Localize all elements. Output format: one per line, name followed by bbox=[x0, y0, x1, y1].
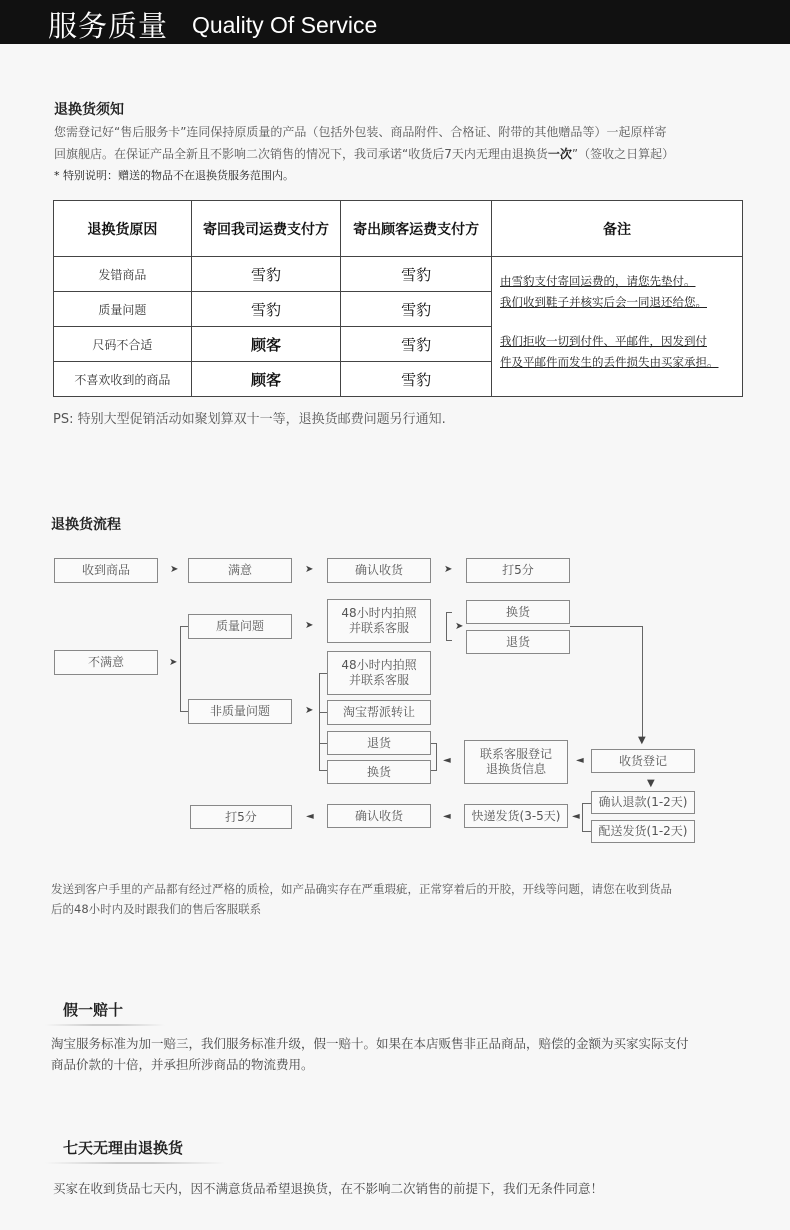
branch-line bbox=[180, 626, 188, 627]
returns-paragraph bbox=[54, 121, 744, 165]
flow-rate-2: 打5分 bbox=[190, 805, 292, 829]
row-send-payer: 雪豹 bbox=[341, 257, 492, 292]
row-return-payer: 顾客 bbox=[191, 327, 341, 362]
shipping-cost-table bbox=[53, 200, 743, 397]
arrow-left-icon: ◄ bbox=[576, 755, 584, 766]
flow-note-line2: 后的48小时内及时跟我们的售后客服联系 bbox=[51, 902, 262, 916]
branch-line bbox=[319, 770, 327, 771]
flow-confirm-refund: 确认退款(1-2天) bbox=[591, 791, 695, 814]
row-reason: 质量问题 bbox=[54, 292, 192, 327]
flow-exchange-2: 换货 bbox=[327, 760, 431, 784]
flow-received: 收到商品 bbox=[54, 558, 158, 583]
fake-title: 假一赔十 bbox=[63, 1001, 124, 1019]
row-return-payer: 雪豹 bbox=[191, 292, 341, 327]
flow-unsatisfied: 不满意 bbox=[54, 650, 158, 675]
arrow-right-icon: ➤ bbox=[305, 564, 314, 575]
remark-line: 我们收到鞋子并核实后会一同退还给您。 bbox=[500, 295, 707, 309]
flow-photo-2: 48小时内拍照 并联系客服 bbox=[327, 651, 431, 695]
header-remark: 备注 bbox=[492, 201, 743, 257]
row-return-payer: 顾客 bbox=[191, 362, 341, 397]
flow-contact-service: 联系客服登记 退换货信息 bbox=[464, 740, 568, 784]
branch-line bbox=[446, 640, 452, 641]
flow-refund-2: 退货 bbox=[327, 731, 431, 755]
flow-refund-1: 退货 bbox=[466, 630, 570, 654]
branch-line bbox=[319, 673, 327, 674]
remark-line: 我们拒收一切到付件、平邮件，因发到付 bbox=[500, 334, 707, 348]
flow-receive-register: 收货登记 bbox=[591, 749, 695, 773]
arrow-right-icon: ➤ bbox=[169, 657, 178, 668]
remark-line: 件及平邮件而发生的丢件损失由买家承担。 bbox=[500, 355, 719, 369]
title-underline bbox=[45, 1024, 165, 1026]
connector-line bbox=[570, 626, 642, 627]
arrow-right-icon: ➤ bbox=[305, 620, 314, 631]
seven-day-title: 七天无理由退换货 bbox=[63, 1139, 184, 1157]
flow-satisfied: 满意 bbox=[188, 558, 292, 583]
flow-photo-1: 48小时内拍照 并联系客服 bbox=[327, 599, 431, 643]
branch-line bbox=[446, 612, 447, 641]
branch-line bbox=[319, 712, 327, 713]
branch-line bbox=[582, 831, 591, 832]
seven-day-paragraph: 买家在收到货品七天内，因不满意货品希望退换货，在不影响二次销售的前提下，我们无条件同意！ bbox=[53, 1181, 604, 1196]
branch-line bbox=[431, 743, 437, 744]
flow-confirm-2: 确认收货 bbox=[327, 804, 431, 828]
table-row bbox=[54, 257, 743, 292]
header-title-en: Quality Of Service bbox=[192, 12, 378, 38]
flow-rate: 打5分 bbox=[466, 558, 570, 583]
flow-non-quality: 非质量问题 bbox=[188, 699, 292, 724]
branch-line bbox=[180, 626, 181, 712]
arrow-down-icon: ▼ bbox=[647, 778, 655, 789]
table-header-row bbox=[54, 201, 743, 257]
branch-line bbox=[582, 803, 591, 804]
arrow-right-icon: ➤ bbox=[305, 705, 314, 716]
flow-exchange-1: 换货 bbox=[466, 600, 570, 624]
remark-line: 由雪豹支付寄回运费的，请您先垫付。 bbox=[500, 274, 696, 288]
row-reason: 不喜欢收到的商品 bbox=[54, 362, 192, 397]
fake-line1: 淘宝服务标准为加一赔三，我们服务标准升级，假一赔十。如果在本店贩售非正品商品，赔偿的金额为买家实际支付 bbox=[51, 1036, 689, 1051]
header-send-payer: 寄出顾客运费支付方 bbox=[341, 201, 492, 257]
branch-line bbox=[319, 673, 320, 770]
arrow-down-icon: ▼ bbox=[638, 735, 646, 746]
ps-note: PS: 特别大型促销活动如聚划算双十一等，退换货邮费问题另行通知. bbox=[53, 412, 446, 427]
branch-line bbox=[582, 803, 583, 832]
returns-title: 退换货须知 bbox=[54, 102, 124, 118]
branch-line bbox=[446, 612, 452, 613]
arrow-left-icon: ◄ bbox=[443, 755, 451, 766]
branch-line bbox=[180, 711, 188, 712]
returns-para-line1: 您需登记好“售后服务卡”连同保持原质量的产品（包括外包装、商品附件、合格证、附带的其他赠品等）一起原样寄 bbox=[54, 125, 667, 139]
flow-confirm: 确认收货 bbox=[327, 558, 431, 583]
returns-para-emphasis: 一次 bbox=[547, 147, 572, 161]
row-send-payer: 雪豹 bbox=[341, 362, 492, 397]
branch-line bbox=[319, 743, 327, 744]
header-reason: 退换货原因 bbox=[54, 201, 192, 257]
flow-dispatch: 配送发货(1-2天) bbox=[591, 820, 695, 843]
arrow-left-icon: ◄ bbox=[306, 811, 314, 822]
fake-line2: 商品价款的十倍，并承担所涉商品的物流费用。 bbox=[51, 1057, 314, 1072]
row-reason: 发错商品 bbox=[54, 257, 192, 292]
arrow-right-icon: ➤ bbox=[455, 621, 464, 632]
remark-cell bbox=[492, 257, 743, 397]
flow-title: 退换货流程 bbox=[51, 517, 121, 533]
title-underline bbox=[45, 1162, 225, 1164]
page-header bbox=[0, 0, 790, 44]
connector-line bbox=[642, 626, 643, 738]
header-title-zh: 服务质量 bbox=[48, 9, 169, 43]
arrow-right-icon: ➤ bbox=[444, 564, 453, 575]
flow-taobao-transfer: 淘宝帮派转让 bbox=[327, 700, 431, 725]
flow-quality-issue: 质量问题 bbox=[188, 614, 292, 639]
flow-note-line1: 发送到客户手里的产品都有经过严格的质检，如产品确实存在严重瑕疵，正常穿着后的开胶，开线等问题，请您在收到货品 bbox=[51, 882, 672, 896]
header-return-payer: 寄回我司运费支付方 bbox=[191, 201, 341, 257]
row-send-payer: 雪豹 bbox=[341, 327, 492, 362]
returns-special-note: * 特别说明：赠送的物品不在退换货服务范围内。 bbox=[54, 169, 294, 182]
row-send-payer: 雪豹 bbox=[341, 292, 492, 327]
arrow-left-icon: ◄ bbox=[572, 811, 580, 822]
arrow-right-icon: ➤ bbox=[170, 564, 179, 575]
fake-paragraph bbox=[51, 1033, 751, 1075]
flow-note bbox=[51, 879, 731, 919]
returns-para-line2: 回旗舰店。在保证产品全新且不影响二次销售的情况下，我司承诺“收货后7天内无理由退换货一次”（签收之日算起） bbox=[54, 147, 675, 161]
branch-line bbox=[431, 770, 437, 771]
row-reason: 尺码不合适 bbox=[54, 327, 192, 362]
arrow-left-icon: ◄ bbox=[443, 811, 451, 822]
row-return-payer: 雪豹 bbox=[191, 257, 341, 292]
flow-express: 快递发货(3-5天) bbox=[464, 804, 568, 828]
branch-line bbox=[436, 743, 437, 771]
